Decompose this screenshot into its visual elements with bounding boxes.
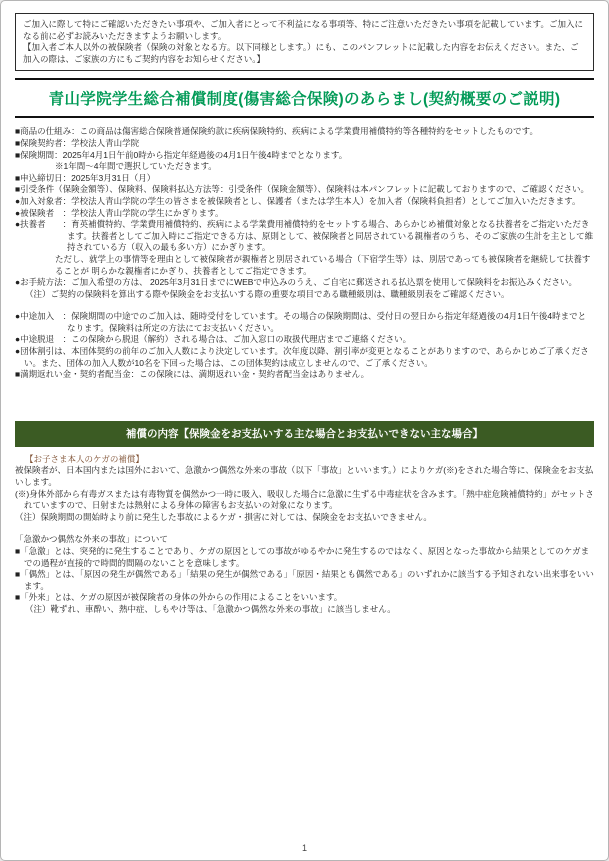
body-paragraph: ●被保険者 ：学校法人青山学院の学生にかぎります。	[15, 207, 224, 218]
body-paragraph: ■商品の仕組み：この商品は傷害総合保険普通保険約款に疾病保険特約、疾病による学業費用補償特約等各種特約をセットしたものです。	[15, 126, 538, 137]
body-paragraph: ●中途加入 ：保険期間の中途でのご加入は、随時受付をしています。その場合の保険期間は、受付日の翌日から指定年経過後の4月1日午後4時までとなります。保険料は所定の方法にてお支払いください。	[15, 311, 587, 333]
coverage-paragraph: 被保険者が、日本国内または国外において、急激かつ偶然な外来の事故（以下「事故」といいます。）によりケガ(※)をされた場合等に、保険金をお支払いします。	[15, 465, 594, 488]
body-paragraph: ■保険契約者：学校法人青山学院	[15, 137, 140, 148]
title-rule-top	[15, 78, 594, 80]
notice-paragraph: 【加入者ご本人以外の被保険者（保険の対象となる方。以下同様とします。）にも、このパンフレットに記載した内容をお伝えください。また、ご加入の際は、ご家族の方にもご契約内容をお知らせください。】	[23, 42, 579, 64]
body-paragraph: ■満期返れい金・契約者配当金：この保険には、満期返れい金・契約者配当金はありません。	[15, 369, 370, 380]
body-paragraph: ●団体割引は、本団体契約の前年のご加入人数により決定しています。次年度以降、割引率が変更となることがありますので、あらかじめご了承ください。また、団体の加入人数が10名を下回った場合は、この団体契約は成立しませんので、ご了承ください。	[15, 346, 589, 368]
body-paragraph: ただし、就学上の事情等を理由として被保険者が親権者と別居されている場合（下宿学生等）は、別居であっても被保険者を継続して扶養することが 明らかな親権者にかぎり、扶養者としてご指定できます。	[55, 253, 591, 276]
coverage-paragraph: ■「外来」とは、ケガの原因が被保険者の身体の外からの作用によることをいいます。	[15, 592, 343, 603]
coverage-paragraph: 「急激かつ偶然な外来の事故」について	[15, 534, 168, 545]
body-paragraph: ■保険期間：2025年4月1日午前0時から指定年経過後の4月1日午後4時までとなります。	[15, 149, 348, 160]
coverage-paragraph	[15, 523, 594, 534]
coverage-paragraph: （注）靴ずれ、車酔い、熱中症、しもやけ等は、「急激かつ偶然な外来の事故」に該当しません。	[25, 603, 396, 614]
body-paragraph: （注）ご契約の保険料を算出する際や保険金をお支払いする際の重要な項目である職種級別は、職種級別表をご確認ください。	[25, 288, 510, 299]
body-paragraph: ●扶養者 ：育英補償特約、学業費用補償特約、疾病による学業費用補償特約をセットする場合、あらかじめ補償対象となる扶養者をご指定いただきます。扶養者としてご加入時にご指定できる方は、原則として、被保険者と同居されている親権者のうち、そのご家族の生計を主として維持されている方（収入の最も多い方）にかぎります。	[15, 219, 594, 253]
page-content	[1, 1, 608, 616]
contract-overview-section	[15, 126, 594, 380]
coverage-paragraph: 【お子さま本人のケガの補償】	[25, 453, 144, 464]
page-number: 1	[301, 843, 307, 853]
title-rule-bottom	[15, 116, 594, 118]
page-title: 青山学院学生総合補償制度(傷害総合保険)のあらまし(契約概要のご説明)	[48, 91, 561, 109]
body-paragraph	[15, 300, 594, 311]
coverage-section	[15, 454, 594, 616]
body-paragraph: ■引受条件（保険金額等）、保険料、保険料払込方法等：引受条件（保険金額等）、保険料は本パンフレットに記載しておりますので、ご確認ください。	[15, 184, 590, 195]
coverage-section-banner: 補償の内容【保険金をお支払いする主な場合とお支払いできない主な場合】	[15, 421, 594, 447]
notice-box	[15, 13, 594, 71]
body-paragraph: ●加入対象者：学校法人青山学院の学生の皆さまを被保険者とし、保護者（または学生本人）を加入者（保険料負担者）としてご加入いただきます。	[15, 195, 581, 206]
notice-paragraph: ご加入に際して特にご確認いただきたい事項や、ご加入者にとって不利益になる事項等、特にご注意いただきたい事項を記載しています。ご加入になる前に必ずお読みいただきますようお願いします。	[23, 19, 583, 41]
body-paragraph: ※1年間～4年間で選択していただきます。	[55, 161, 217, 172]
body-paragraph: ●お手続方法：ご加入希望の方は、 2025年3月31日までにWEBで申込みのうえ、ご自宅に郵送される払込票を使用して保険料をお振込みください。	[15, 277, 577, 288]
coverage-paragraph: ■「偶然」とは、「原因の発生が偶然である」「結果の発生が偶然である」「原因・結果とも偶然である」のいずれかに該当する予知されない出来事をいいます。	[15, 569, 594, 591]
coverage-paragraph: (※)身体外部から有毒ガスまたは有毒物質を偶然かつ一時に吸入、吸収した場合に急激に生ずる中毒症状を含みます。「熱中症危険補償特約」がセットされていますので、日射または熱射による身体の障害もお支払いの対象になります。	[15, 488, 594, 511]
coverage-paragraph: （注）保険期間の開始時より前に発生した事故によるケガ・損害に対しては、保険金をお支払いできません。	[15, 511, 432, 522]
body-paragraph: ●中途脱退 ：この保険から脱退（解約）される場合は、ご加入窓口の取扱代理店までご連絡ください。	[15, 334, 412, 345]
coverage-paragraph: ■「急激」とは、突発的に発生することであり、ケガの原因としての事故がゆるやかに発生するのではなく、原因となった事故から結果としてのケガまでの過程が直接的で時間的間隔のないことを意味します。	[15, 546, 590, 568]
body-paragraph: ■申込締切日：2025年3月31日（月）	[15, 172, 156, 183]
